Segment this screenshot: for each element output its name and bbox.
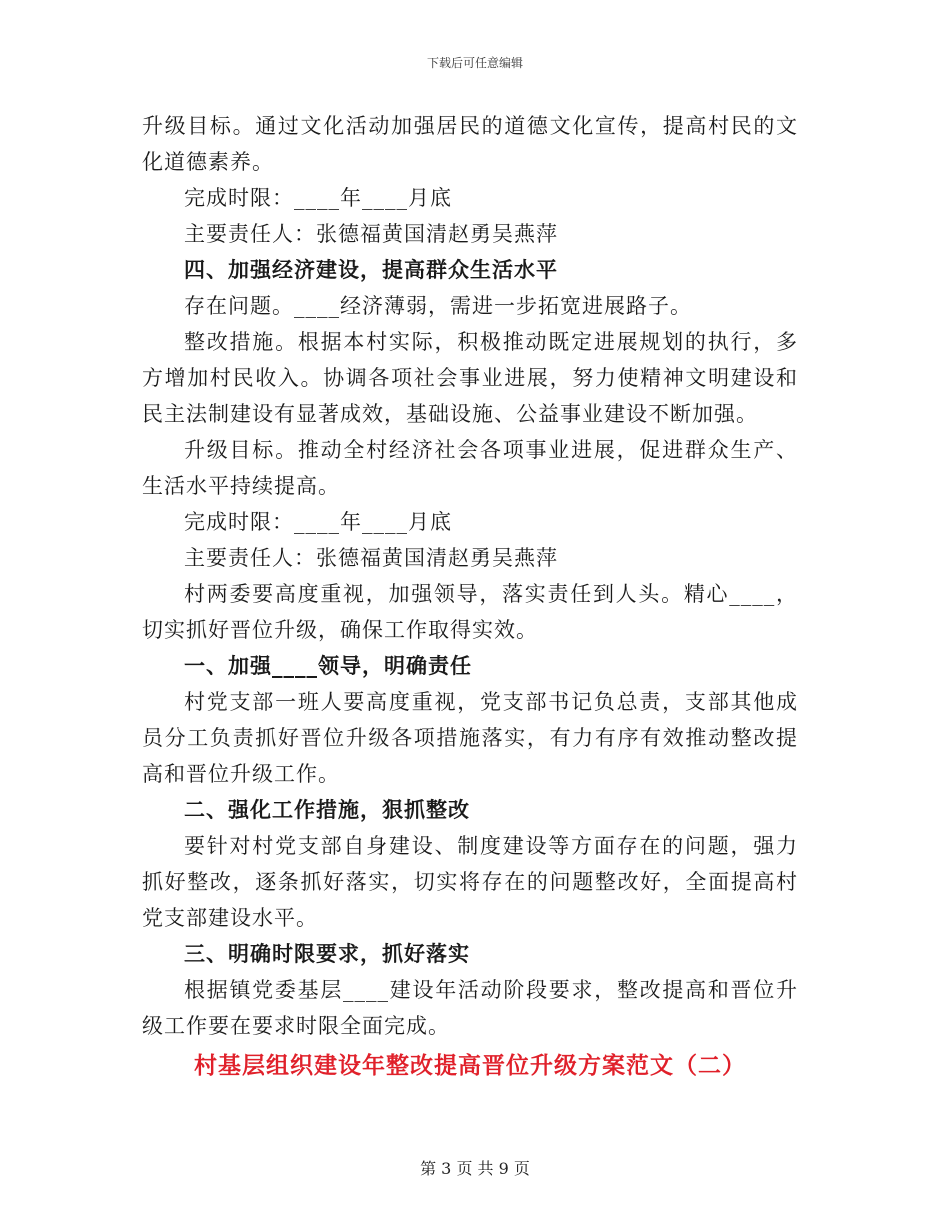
heading-measures: 二、强化工作措施，狠抓整改	[184, 797, 470, 822]
paragraph-responsible: 主要责任人：张德福黄国清赵勇吴燕萍	[184, 546, 558, 570]
paragraph-deadline: 完成时限：____年____月底	[184, 186, 452, 210]
section-title: 村基层组织建设年整改提高晋位升级方案范文（二）	[194, 1052, 746, 1079]
page-header-note: 下载后可任意编辑	[426, 56, 523, 70]
heading-leadership: 一、加强____领导，明确责任	[184, 653, 472, 678]
paragraph-leadership: 村党支部一班人要高度重视，党支部书记负总责，支部其他成员分工负责抓好晋位升级各项措施落实，有力有序有效推动整改提高和晋位升级工作。	[142, 690, 798, 786]
heading-economy: 四、加强经济建设，提高群众生活水平	[184, 257, 558, 282]
paragraph-deadline: 完成时限：____年____月底	[184, 510, 452, 534]
document-body	[142, 108, 798, 1084]
paragraph-problem: 存在问题。____经济薄弱，需进一步拓宽进展路子。	[184, 294, 692, 318]
paragraph-rectification: 要针对村党支部自身建设、制度建设等方面存在的问题，强力抓好整改，逐条抓好落实，切实将存在的问题整改好，全面提高村党支部建设水平。	[142, 834, 798, 930]
paragraph-responsible: 主要责任人：张德福黄国清赵勇吴燕萍	[184, 222, 558, 246]
page-footer-number: 第 3 页 共 9 页	[420, 1159, 530, 1178]
paragraph-measures: 整改措施。根据本村实际，积极推动既定进展规划的执行，多方增加村民收入。协调各项社会事业进展，努力使精神文明建设和民主法制建设有显著成效，基础设施、公益事业建设不断加强。	[142, 330, 798, 426]
paragraph-upgrade-goal-economy: 升级目标。推动全村经济社会各项事业进展，促进群众生产、生活水平持续提高。	[142, 438, 798, 498]
paragraph-leadership-summary: 村两委要高度重视，加强领导，落实责任到人头。精心____，切实抓好晋位升级，确保工作取得实效。	[142, 582, 798, 642]
heading-time-limit: 三、明确时限要求，抓好落实	[184, 941, 470, 966]
paragraph-time-limit: 根据镇党委基层____建设年活动阶段要求，整改提高和晋位升级工作要在要求时限全面完成。	[142, 978, 798, 1038]
paragraph-upgrade-goal-culture: 升级目标。通过文化活动加强居民的道德文化宣传，提高村民的文化道德素养。	[142, 114, 798, 174]
